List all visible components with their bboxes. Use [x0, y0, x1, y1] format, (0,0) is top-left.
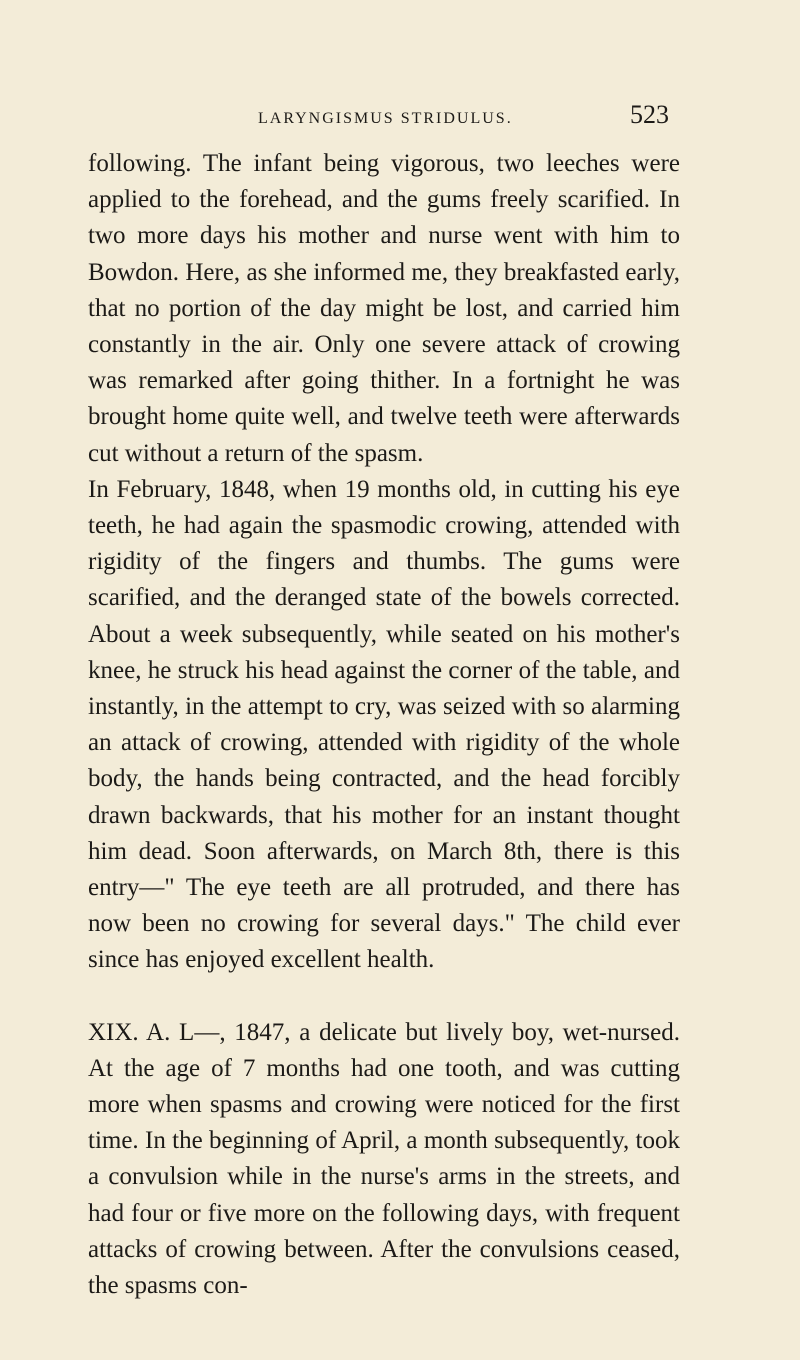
paragraph-continuation: following. The infant being vigorous, two leeches were applied to the forehead, and the gums freely scarified. In two more days his mother and nurse went with him to Bowdon. Here, as she informed me, they breakfasted early, that no portion of the day might be lost, and carried him constantly in the air. Only one severe attack of crowing was remarked after going thither. In a fortnight he was brought home quite well, and twelve teeth were afterwards cut without a return of the spasm.	[88, 150, 680, 467]
running-title: LARYNGISMUS STRIDULUS.	[258, 110, 513, 127]
paragraph-case-xix: XIX. A. L—, 1847, a delicate but lively boy, wet-nursed. At the age of 7 months had one tooth, and was cutting more when spasms and crowing were noticed for the first time. In the beginning of April, a month subsequently, took a convulsion while in the nurse's arms in the streets, and had four or five more on the following days, with frequent attacks of crowing between. After the convulsions ceased, the spasms con-	[88, 1018, 680, 1300]
paragraph-february-1848: In February, 1848, when 19 months old, in cutting his eye teeth, he had again the spasmodic crowing, attended with rigidity of the fingers and thumbs. The gums were scarified, and the deranged state of the bowels corrected. About a week subsequently, while seated on his mother's knee, he struck his head against the corner of the table, and instantly, in the attempt to cry, was seized with so alarming an attack of crowing, attended with rigidity of the whole body, the hands being contracted, and the head forcibly drawn backwards, that his mother for an instant thought him dead. Soon afterwards, on March 8th, there is this entry—" The eye teeth are all protruded, and there has now been no crowing for several days." The child ever since has enjoyed excellent health.	[88, 475, 680, 974]
page-number: 523	[630, 100, 669, 129]
page-header	[0, 100, 800, 140]
body-text	[88, 146, 680, 1304]
